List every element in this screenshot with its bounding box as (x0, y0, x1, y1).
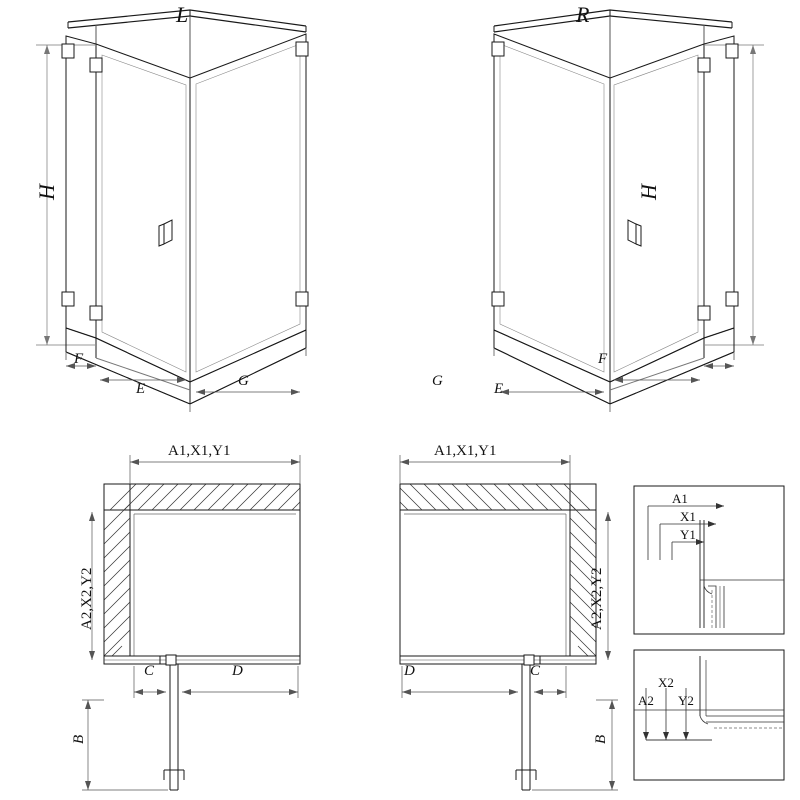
dim-e-right: E (494, 381, 504, 397)
dim-c-right: C (530, 663, 541, 679)
dim-height-left: H (34, 184, 59, 200)
view-label-right: R (576, 2, 590, 27)
dim-d-right: D (404, 663, 415, 679)
dim-f-left: F (74, 351, 84, 367)
dim-a2x2y2-right: A2,X2,Y2 (589, 567, 605, 630)
dim-g-right: G (432, 373, 443, 389)
dim-a2x2y2-left: A2,X2,Y2 (79, 567, 95, 630)
dim-b-right: B (593, 734, 609, 744)
dim-height-right: H (636, 184, 661, 200)
dim-e-left: E (136, 381, 146, 397)
detail-label-a1: A1 (672, 491, 688, 506)
view-label-left: L (176, 2, 189, 27)
detail-label-x1: X1 (680, 509, 696, 524)
detail-top-right (634, 486, 784, 634)
dim-a1x1y1-left: A1,X1,Y1 (168, 443, 231, 459)
dim-c-left: C (144, 663, 155, 679)
dim-a1x1y1-right: A1,X1,Y1 (434, 443, 497, 459)
detail-label-a2: A2 (638, 693, 654, 708)
detail-bottom-right (634, 650, 784, 780)
detail-label-y1: Y1 (680, 527, 696, 542)
detail-label-y2: Y2 (678, 693, 694, 708)
plan-left (79, 455, 300, 790)
detail-label-x2: X2 (658, 675, 674, 690)
dim-g-left: G (238, 373, 249, 389)
plan-right (400, 455, 618, 790)
elevation-right (492, 10, 764, 412)
dim-d-left: D (232, 663, 243, 679)
dim-f-right: F (598, 351, 608, 367)
dim-b-left: B (71, 734, 87, 744)
